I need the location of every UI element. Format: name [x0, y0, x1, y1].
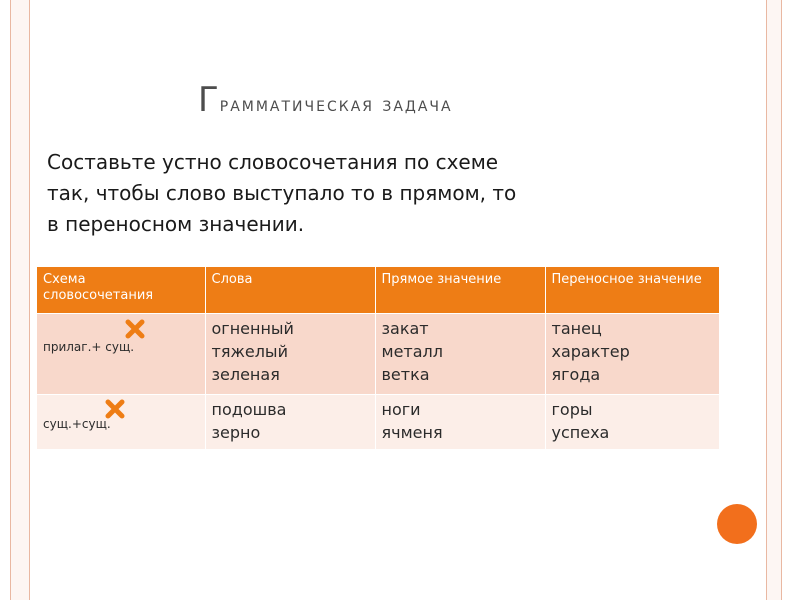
- task-text: [47, 147, 687, 240]
- header-scheme: [37, 267, 205, 314]
- figurative-item: ягода: [551, 365, 601, 384]
- collocation-table: [37, 267, 720, 449]
- slide-title: [198, 80, 698, 120]
- direct-item: закат: [381, 319, 429, 338]
- title-rest: рамматическая задача: [219, 92, 453, 116]
- header-scheme-line2: словосочетания: [43, 288, 154, 303]
- header-scheme-line1: Схема: [43, 272, 86, 287]
- word-item: тяжелый: [211, 342, 288, 361]
- scheme-cell: [37, 314, 205, 395]
- direct-cell: [375, 395, 545, 450]
- decor-circle: [712, 499, 762, 549]
- scheme-text: прилаг.+ сущ.: [43, 340, 135, 354]
- word-item: зеленая: [211, 365, 280, 384]
- words-cell: [205, 314, 375, 395]
- header-figurative-line1: Переносное: [551, 272, 634, 287]
- table-row: [37, 395, 719, 450]
- decor-circle-inner: [717, 504, 757, 544]
- header-figurative-line2: значение: [637, 272, 702, 287]
- figurative-item: танец: [551, 319, 602, 338]
- word-item: огненный: [211, 319, 294, 338]
- figurative-cell: [545, 395, 719, 450]
- title-first-letter: Г: [198, 80, 220, 120]
- word-item: зерно: [211, 423, 261, 442]
- table-row: [37, 314, 719, 395]
- direct-item: металл: [381, 342, 443, 361]
- figurative-cell: [545, 314, 719, 395]
- direct-cell: [375, 314, 545, 395]
- task-line: Составьте устно словосочетания по схеме: [47, 150, 499, 174]
- direct-item: ноги: [381, 400, 421, 419]
- direct-item: ячменя: [381, 423, 443, 442]
- header-words-line1: Слова: [211, 272, 253, 287]
- task-line: так, чтобы слово выступало то в прямом, то: [47, 181, 517, 205]
- figurative-item: характер: [551, 342, 630, 361]
- header-direct: [375, 267, 545, 314]
- header-direct-line1: Прямое: [381, 272, 434, 287]
- header-direct-line2: значение: [437, 272, 502, 287]
- header-words: [205, 267, 375, 314]
- word-item: подошва: [211, 400, 287, 419]
- task-line: в переносном значении.: [47, 212, 305, 236]
- figurative-item: горы: [551, 400, 593, 419]
- table-header-row: [37, 267, 719, 314]
- header-figurative: [545, 267, 719, 314]
- scheme-text: сущ.+сущ.: [43, 417, 111, 431]
- left-decor-frame: [10, 0, 30, 600]
- words-cell: [205, 395, 375, 450]
- figurative-item: успеха: [551, 423, 610, 442]
- direct-item: ветка: [381, 365, 430, 384]
- right-decor-frame: [766, 0, 782, 600]
- scheme-cell: [37, 395, 205, 450]
